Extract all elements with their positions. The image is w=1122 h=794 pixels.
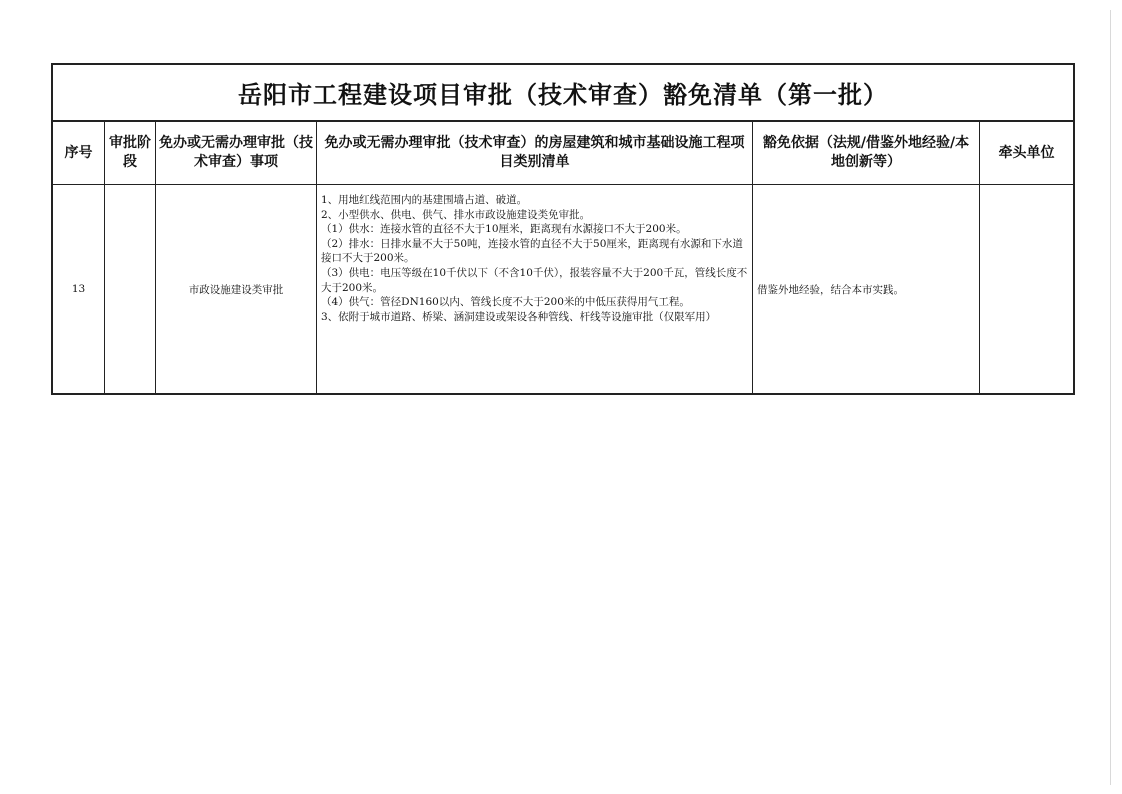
list-item: （4）供气：管径DN160以内、管线长度不大于200米的中低压获得用气工程。 [321,296,690,309]
list-item: 2、小型供水、供电、供气、排水市政设施建设类免审批。 [321,208,591,221]
page-edge-line [1110,10,1111,785]
header-stage: 审批阶段 [105,122,156,184]
table-header-row [53,122,1073,185]
row-basis: 借鉴外地经验，结合本市实践。 [753,185,980,393]
list-item: 1、用地红线范围内的基建围墙占道、破道。 [321,194,528,206]
row-categories [317,185,753,393]
list-item: （2）排水：日排水量不大于50吨，连接水管的直径不大于50厘米，距离现有水源和下水道接口不大于200米。 [321,237,743,265]
category-list [321,193,748,324]
header-categories: 免办或无需办理审批（技术审查）的房屋建筑和城市基础设施工程项目类别清单 [317,122,753,184]
row-stage [105,185,156,393]
header-basis: 豁免依据（法规/借鉴外地经验/本地创新等） [753,122,980,184]
row-index: 13 [53,185,105,393]
row-item: 市政设施建设类审批 [156,185,317,393]
header-lead-unit: 牵头单位 [998,144,1055,161]
header-item: 免办或无需办理审批（技术审查）事项 [156,122,317,184]
list-item: 3、依附于城市道路、桥梁、涵洞建设或架设各种管线、杆线等设施审批（仅限军用） [321,310,717,323]
header-index: 序号 [53,122,105,184]
table-row [53,185,1073,393]
list-item: （1）供水：连接水管的直径不大于10厘米，距离现有水源接口不大于200米。 [321,223,687,236]
exemption-table [51,63,1075,395]
list-item: （3）供电：电压等级在10千伏以下（不含10千伏），报装容量不大于200千瓦，管线长度不大于200米。 [321,266,748,294]
row-lead-unit [980,185,1073,393]
document-title: 岳阳市工程建设项目审批（技术审查）豁免清单（第一批） [53,65,1073,122]
